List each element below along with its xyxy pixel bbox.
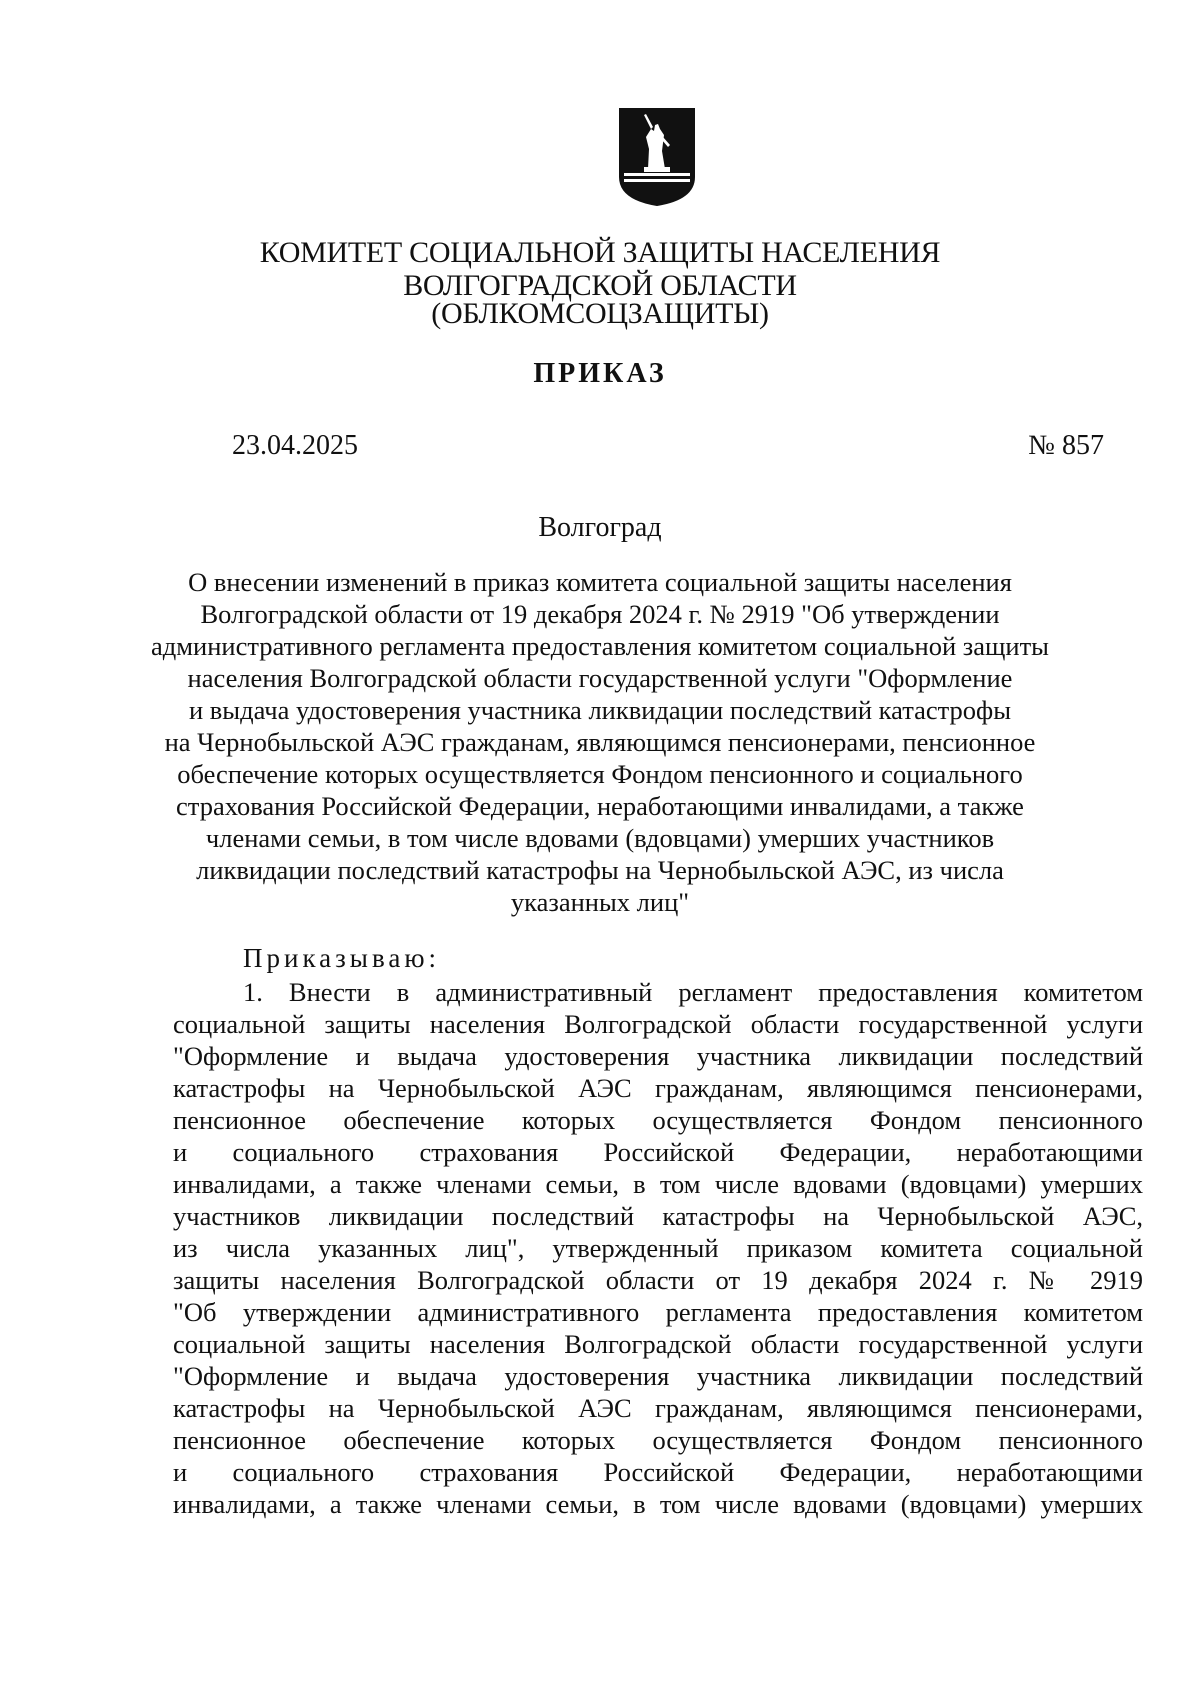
body-line: из числа указанных лиц", утвержденный приказом комитета социальной	[173, 1233, 1143, 1263]
body-line: "Об утверждении административного регламента предоставления комитетом	[173, 1297, 1143, 1327]
body-line: "Оформление и выдача удостоверения участника ликвидации последствий	[173, 1361, 1143, 1391]
body-line: инвалидами, а также членами семьи, в том числе вдовами (вдовцами) умерших	[173, 1489, 1143, 1519]
organization-name-line-2: ВОЛГОГРАДСКОЙ ОБЛАСТИ	[403, 269, 797, 302]
subject-line: О внесении изменений в приказ комитета социальной защиты населения	[188, 567, 1012, 597]
subject-line: Волгоградской области от 19 декабря 2024 г. № 2919 "Об утверждении	[200, 599, 1000, 629]
body-line: инвалидами, а также членами семьи, в том числе вдовами (вдовцами) умерших	[173, 1169, 1143, 1199]
organization-short-name: (ОБЛКОМСОЦЗАЩИТЫ)	[431, 297, 769, 330]
subject-line: указанных лиц"	[510, 887, 690, 917]
document-city: Волгоград	[538, 512, 662, 543]
body-line: пенсионное обеспечение которых осуществляется Фондом пенсионного	[173, 1105, 1143, 1135]
body-line: и социального страхования Российской Федерации, неработающими	[173, 1137, 1143, 1167]
body-line: пенсионное обеспечение которых осуществляется Фондом пенсионного	[173, 1425, 1143, 1455]
body-line: социальной защиты населения Волгоградской области государственной услуги	[173, 1329, 1143, 1359]
subject-line: страхования Российской Федерации, неработающими инвалидами, а также	[176, 791, 1024, 821]
body-line: катастрофы на Чернобыльской АЭС гражданам, являющимся пенсионерами,	[173, 1073, 1143, 1103]
subject-line: административного регламента предоставления комитетом социальной защиты	[151, 631, 1049, 661]
order-directive: Приказываю:	[243, 943, 440, 973]
organization-name-line-1: КОМИТЕТ СОЦИАЛЬНОЙ ЗАЩИТЫ НАСЕЛЕНИЯ	[259, 236, 941, 269]
body-line: участников ликвидации последствий катастрофы на Чернобыльской АЭС,	[173, 1201, 1143, 1231]
subject-line: ликвидации последствий катастрофы на Чернобыльской АЭС, из числа	[196, 855, 1004, 885]
subject-line: членами семьи, в том числе вдовами (вдовцами) умерших участников	[205, 823, 995, 853]
body-line: и социального страхования Российской Федерации, неработающими	[173, 1457, 1143, 1487]
document-type-title: ПРИКАЗ	[533, 358, 667, 389]
subject-line: населения Волгоградской области государственной услуги "Оформление	[187, 663, 1013, 693]
subject-line: обеспечение которых осуществляется Фондом пенсионного и социального	[177, 759, 1023, 789]
body-line: 1. Внести в административный регламент предоставления комитетом	[243, 977, 1143, 1007]
subject-line: на Чернобыльской АЭС гражданам, являющимся пенсионерами, пенсионное	[164, 727, 1036, 757]
body-line: катастрофы на Чернобыльской АЭС гражданам, являющимся пенсионерами,	[173, 1393, 1143, 1423]
document-body	[173, 976, 1143, 1520]
document-number: № 857	[1028, 430, 1104, 461]
document-date: 23.04.2025	[232, 430, 358, 461]
document-subject	[150, 566, 1050, 918]
subject-line: и выдача удостоверения участника ликвидации последствий катастрофы	[188, 695, 1012, 725]
body-line: защиты населения Волгоградской области от 19 декабря 2024 г. № 2919	[173, 1265, 1143, 1295]
coat-of-arms-icon	[618, 107, 696, 207]
body-line: социальной защиты населения Волгоградской области государственной услуги	[173, 1009, 1143, 1039]
body-line: "Оформление и выдача удостоверения участника ликвидации последствий	[173, 1041, 1143, 1071]
